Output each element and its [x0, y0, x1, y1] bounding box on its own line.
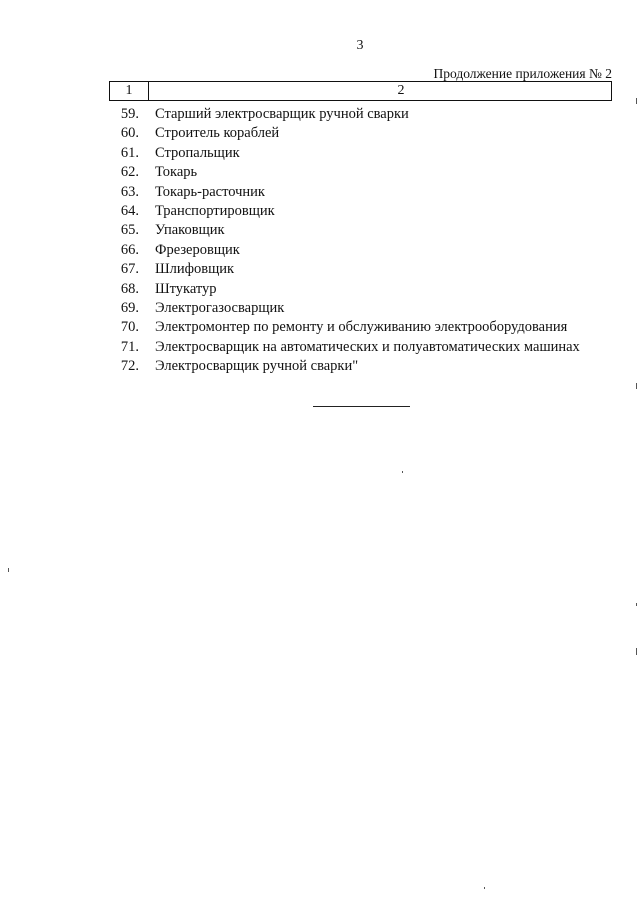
- item-number: 72.: [120, 358, 139, 375]
- item-number: 62.: [120, 164, 139, 181]
- scan-speck: [402, 471, 403, 473]
- item-number: 67.: [120, 261, 139, 278]
- item-text: Строитель кораблей: [155, 125, 280, 142]
- profession-list: [109, 105, 619, 376]
- item-text: Фрезеровщик: [155, 241, 240, 258]
- item-text: Упаковщик: [155, 222, 225, 239]
- item-number: 65.: [120, 222, 139, 239]
- scan-speck: [636, 648, 637, 655]
- end-divider: [313, 406, 410, 407]
- list-item: [109, 318, 619, 337]
- item-number: 60.: [120, 125, 139, 142]
- list-item: [109, 338, 619, 357]
- header-col-2: 2: [397, 83, 405, 98]
- page-number: 3: [356, 38, 364, 53]
- item-number: 71.: [120, 338, 139, 355]
- item-text: Электросварщик на автоматических и полуавтоматических машинах: [155, 338, 580, 355]
- item-text: Транспортировщик: [155, 202, 275, 219]
- item-number: 70.: [120, 319, 139, 336]
- list-item: [109, 260, 619, 279]
- scan-speck: [636, 603, 637, 606]
- item-number: 61.: [120, 144, 139, 161]
- item-number: 66.: [120, 241, 139, 258]
- item-number: 69.: [120, 299, 139, 316]
- item-text: Шлифовщик: [155, 261, 235, 278]
- list-item: [109, 280, 619, 299]
- item-text: Штукатур: [155, 280, 217, 297]
- item-text: Электромонтер по ремонту и обслуживанию электрооборудования: [155, 319, 568, 336]
- scan-speck: [8, 568, 9, 572]
- list-item: [109, 183, 619, 202]
- scan-speck: [636, 98, 637, 104]
- item-text: Электрогазосварщик: [155, 299, 285, 316]
- item-text: Старший электросварщик ручной сварки: [155, 106, 409, 122]
- table-header: [109, 81, 612, 101]
- item-text: Токарь: [155, 164, 198, 181]
- item-text: Токарь-расточник: [155, 183, 265, 200]
- item-number: 63.: [120, 183, 139, 200]
- item-text: Стропальщик: [155, 144, 240, 161]
- scan-speck: [484, 887, 485, 889]
- item-number: 68.: [120, 280, 139, 297]
- continuation-note: Продолжение приложения № 2: [433, 66, 612, 81]
- item-number: 59.: [120, 106, 139, 122]
- item-text: Электросварщик ручной сварки": [155, 358, 359, 375]
- scan-speck: [636, 383, 637, 389]
- list-item: [109, 105, 619, 124]
- header-col-1: 1: [110, 82, 149, 100]
- list-item: [109, 221, 619, 240]
- list-item: [109, 202, 619, 221]
- list-item: [109, 299, 619, 318]
- list-item: [109, 241, 619, 260]
- list-item: [109, 144, 619, 163]
- list-item: [109, 163, 619, 182]
- list-item: [109, 357, 619, 376]
- list-item: [109, 124, 619, 143]
- item-number: 64.: [120, 202, 139, 219]
